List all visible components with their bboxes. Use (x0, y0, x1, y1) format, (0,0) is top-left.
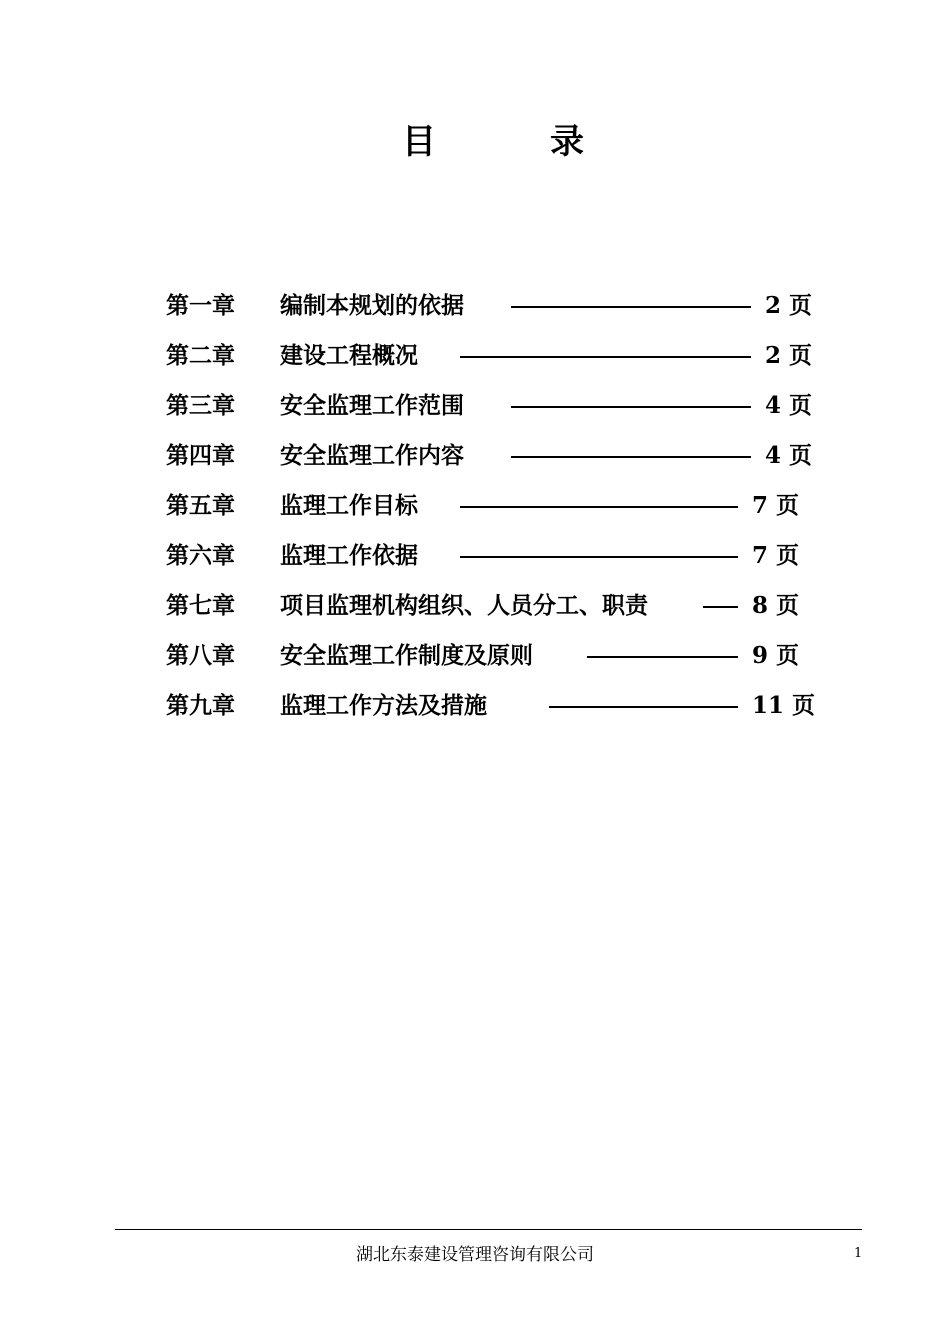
toc-chapter: 第九章 (166, 692, 235, 719)
toc-leader (460, 356, 751, 358)
toc-chapter: 第四章 (166, 442, 235, 469)
toc-heading: 安全监理工作范围 (280, 392, 464, 419)
toc-page: 4 页 (765, 442, 813, 469)
toc-leader (587, 656, 738, 658)
title-char-1: 目 (402, 122, 436, 162)
toc-chapter: 第六章 (166, 542, 235, 569)
toc-chapter: 第三章 (166, 392, 235, 419)
page-title (0, 120, 950, 164)
toc-leader (460, 556, 738, 558)
toc-page: 9 页 (752, 642, 800, 669)
toc-entry-7[interactable] (0, 586, 950, 626)
toc-leader (703, 606, 738, 608)
toc-heading: 项目监理机构组织、人员分工、职责 (280, 592, 648, 619)
toc-entry-6[interactable] (0, 536, 950, 576)
toc-leader (460, 506, 738, 508)
footer-page-number: 1 (854, 1246, 863, 1261)
toc-entry-3[interactable] (0, 386, 950, 426)
footer-company: 湖北东泰建设管理咨询有限公司 (356, 1245, 594, 1265)
title-char-2: 录 (550, 122, 584, 162)
toc-entry-5[interactable] (0, 486, 950, 526)
toc-entry-4[interactable] (0, 436, 950, 476)
toc-leader (511, 406, 751, 408)
toc-heading: 安全监理工作制度及原则 (280, 642, 533, 669)
toc-chapter: 第二章 (166, 342, 235, 369)
toc-leader (511, 306, 751, 308)
toc-heading: 监理工作目标 (280, 492, 418, 519)
toc-page: 7 页 (752, 492, 800, 519)
toc-leader (511, 456, 751, 458)
toc-chapter: 第五章 (166, 492, 235, 519)
toc-entry-8[interactable] (0, 636, 950, 676)
toc-page: 2 页 (765, 342, 813, 369)
toc-heading: 建设工程概况 (280, 342, 418, 369)
toc-entry-9[interactable] (0, 686, 950, 726)
toc-chapter: 第一章 (166, 292, 235, 319)
toc-heading: 编制本规划的依据 (280, 292, 464, 319)
toc-page: 7 页 (752, 542, 800, 569)
toc-heading: 安全监理工作内容 (280, 442, 464, 469)
toc-entry-2[interactable] (0, 336, 950, 376)
toc-page: 8 页 (752, 592, 800, 619)
toc-entry-1[interactable] (0, 286, 950, 326)
toc-chapter: 第八章 (166, 642, 235, 669)
footer-divider (115, 1229, 862, 1230)
toc-leader (549, 706, 738, 708)
toc-heading: 监理工作方法及措施 (280, 692, 487, 719)
toc-page: 4 页 (765, 392, 813, 419)
toc-chapter: 第七章 (166, 592, 235, 619)
toc-page: 2 页 (765, 292, 813, 319)
toc-heading: 监理工作依据 (280, 542, 418, 569)
toc-page: 11 页 (752, 692, 816, 719)
